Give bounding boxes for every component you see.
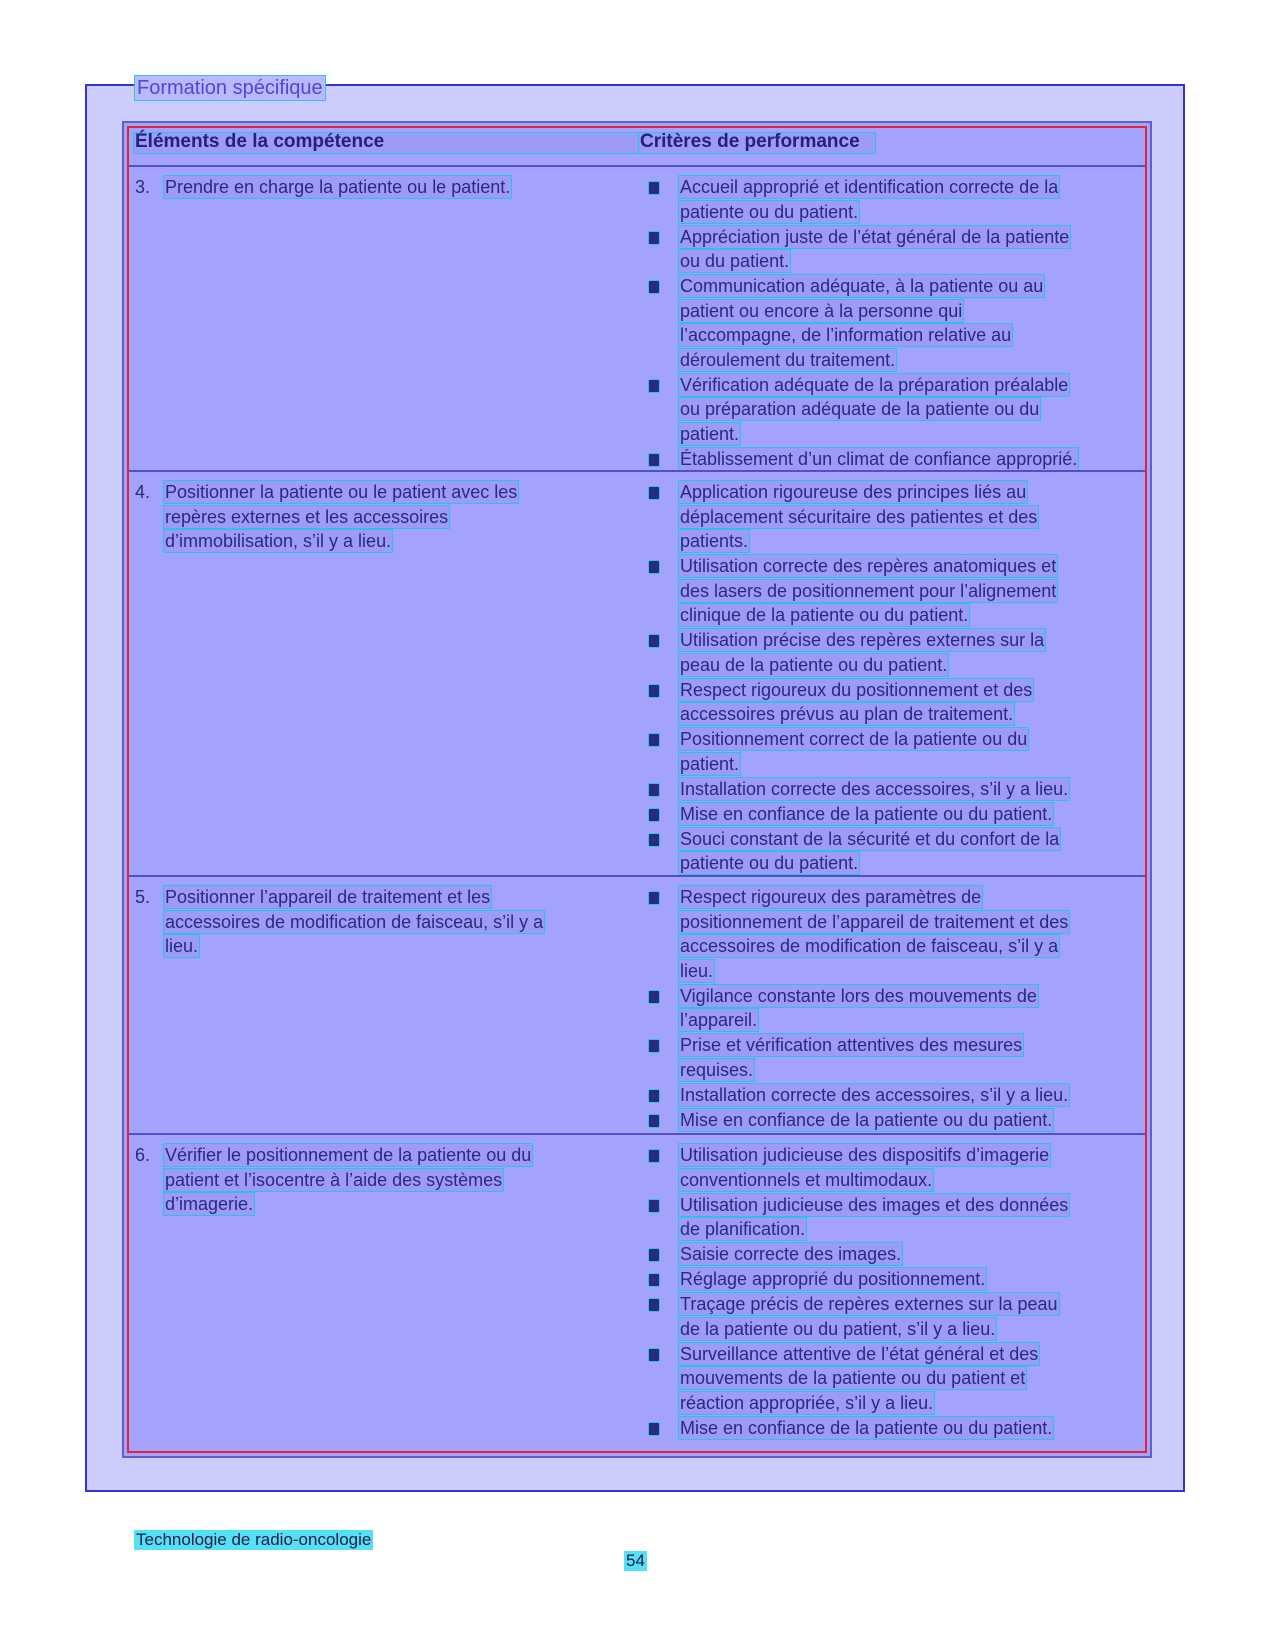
criterion-text-line: mouvements de la patiente ou du patient et	[680, 1368, 1026, 1388]
criterion-text-line: des lasers de positionnement pour l’alignement	[680, 580, 1057, 601]
criterion-text-line: Accueil approprié et identification correcte de la	[680, 177, 1059, 197]
bullet-icon	[648, 1248, 660, 1262]
bullet-icon	[648, 1348, 660, 1362]
bullet-icon	[648, 1089, 660, 1103]
criterion-text-line: Mise en confiance de la patiente ou du patient.	[680, 1417, 1053, 1438]
criterion-text-line: ou préparation adéquate de la patiente ou du	[680, 399, 1040, 419]
competence-element	[163, 175, 633, 200]
criterion-text-line: réaction appropriée, s’il y a lieu.	[680, 1392, 934, 1413]
criterion-text-line: ou du patient.	[680, 251, 790, 271]
criterion-text-line: Utilisation judicieuse des dispositifs d’imagerie	[680, 1145, 1050, 1165]
bullet-icon	[648, 280, 660, 294]
criterion-text-line: Traçage précis de repères externes sur la peau	[680, 1294, 1058, 1314]
bullet-icon	[648, 808, 660, 822]
bullet-icon	[648, 1149, 660, 1163]
criterion-text-line: Application rigoureuse des principes liés au	[680, 482, 1027, 502]
criterion-text-line: Mise en confiance de la patiente ou du patient.	[680, 1109, 1053, 1130]
criterion-text-line: accessoires prévus au plan de traitement.	[680, 704, 1014, 724]
criterion-text-line: déplacement sécuritaire des patientes et des	[680, 506, 1038, 527]
performance-criterion	[678, 175, 1133, 224]
criterion-text-line: clinique de la patiente ou du patient.	[680, 605, 969, 625]
element-number: 3.	[135, 177, 151, 197]
criterion-text-line: requises.	[680, 1059, 754, 1080]
element-number: 6.	[135, 1145, 151, 1165]
criterion-text-line: Vigilance constante lors des mouvements de	[680, 985, 1037, 1006]
bullet-icon	[648, 891, 660, 905]
competence-element	[163, 1143, 633, 1217]
element-text-line: Positionner la patiente ou le patient avec les	[165, 482, 518, 502]
criterion-text-line: l’appareil.	[680, 1010, 758, 1030]
performance-criterion	[678, 1108, 1133, 1133]
criterion-text-line: Prise et vérification attentives des mesures	[680, 1035, 1023, 1055]
criterion-text-line: patiente ou du patient.	[680, 853, 859, 873]
criterion-text-line: Vérification adéquate de la préparation préalable	[680, 374, 1069, 395]
performance-criterion	[678, 628, 1133, 677]
bullet-icon	[648, 1298, 660, 1312]
bullet-icon	[648, 181, 660, 195]
criterion-text-line: Utilisation judicieuse des images et des données	[680, 1194, 1069, 1215]
footer-title: Technologie de radio-oncologie	[136, 1530, 372, 1549]
criterion-text-line: Surveillance attentive de l’état général et des	[680, 1343, 1039, 1364]
bullet-icon	[648, 453, 660, 467]
bullet-icon	[648, 833, 660, 847]
criterion-text-line: Positionnement correct de la patiente ou du	[680, 729, 1028, 749]
section-title: Formation spécifique	[134, 75, 326, 101]
criterion-text-line: Appréciation juste de l’état général de la patiente	[680, 226, 1070, 247]
element-text-line: Prendre en charge la patiente ou le patient.	[165, 177, 511, 197]
bullet-icon	[648, 1199, 660, 1213]
performance-criterion	[678, 1033, 1133, 1082]
criterion-text-line: Installation correcte des accessoires, s’il y a lieu.	[680, 778, 1069, 799]
performance-criterion	[678, 274, 1133, 372]
performance-criterion	[678, 480, 1133, 554]
criterion-text-line: de planification.	[680, 1219, 806, 1239]
criterion-text-line: Respect rigoureux des paramètres de	[680, 887, 982, 907]
element-text-line: lieu.	[165, 936, 199, 956]
criterion-text-line: de la patiente ou du patient, s’il y a lieu.	[680, 1318, 996, 1339]
element-text-line: Vérifier le positionnement de la patiente ou du	[165, 1145, 532, 1165]
performance-criterion	[678, 373, 1133, 447]
criterion-text-line: positionnement de l’appareil de traitement et des	[680, 911, 1069, 932]
performance-criterion	[678, 554, 1133, 628]
bullet-icon	[648, 560, 660, 574]
element-text-line: accessoires de modification de faisceau, s’il y a	[165, 911, 544, 932]
criterion-text-line: Respect rigoureux du positionnement et des	[680, 679, 1033, 700]
competence-element	[163, 480, 633, 554]
bullet-icon	[648, 379, 660, 393]
column-header-criteria: Critères de performance	[640, 131, 860, 152]
performance-criterion	[678, 1242, 1133, 1267]
performance-criterion	[678, 1267, 1133, 1292]
criterion-text-line: Communication adéquate, à la patiente ou au	[680, 276, 1044, 296]
criterion-text-line: Saisie correcte des images.	[680, 1244, 902, 1264]
bullet-icon	[648, 634, 660, 648]
element-number: 5.	[135, 887, 151, 907]
performance-criterion	[678, 1342, 1133, 1416]
performance-criterion	[678, 1193, 1133, 1242]
criterion-text-line: patient ou encore à la personne qui	[680, 300, 963, 321]
bullet-icon	[648, 1039, 660, 1053]
criterion-text-line: Établissement d’un climat de confiance approprié.	[680, 448, 1078, 469]
criterion-text-line: conventionnels et multimodaux.	[680, 1169, 933, 1190]
bullet-icon	[648, 990, 660, 1004]
performance-criterion	[678, 447, 1133, 472]
performance-criterion	[678, 827, 1133, 876]
criterion-text-line: patient.	[680, 753, 740, 774]
criterion-text-line: Utilisation précise des repères externes sur la	[680, 630, 1045, 650]
bullet-icon	[648, 486, 660, 500]
performance-criterion	[678, 1143, 1133, 1192]
criterion-text-line: Réglage approprié du positionnement.	[680, 1269, 986, 1289]
element-text-line: repères externes et les accessoires	[165, 506, 449, 527]
performance-criterion	[678, 1416, 1133, 1441]
criterion-text-line: déroulement du traitement.	[680, 349, 896, 370]
performance-criterion	[678, 1083, 1133, 1108]
criterion-text-line: accessoires de modification de faisceau, s’il y a	[680, 936, 1059, 956]
performance-criterion	[678, 678, 1133, 727]
bullet-icon	[648, 231, 660, 245]
competence-element	[163, 885, 633, 959]
performance-criterion	[678, 885, 1133, 983]
criterion-text-line: patient.	[680, 423, 740, 444]
criterion-text-line: Souci constant de la sécurité et du confort de la	[680, 828, 1060, 849]
element-number: 4.	[135, 482, 151, 502]
bullet-icon	[648, 783, 660, 797]
column-header-elements: Éléments de la compétence	[135, 131, 385, 152]
criterion-text-line: Mise en confiance de la patiente ou du patient.	[680, 803, 1053, 824]
criterion-text-line: patients.	[680, 531, 749, 551]
element-text-line: Positionner l’appareil de traitement et les	[165, 887, 491, 907]
criterion-text-line: Utilisation correcte des repères anatomiques et	[680, 556, 1057, 576]
page-number: 54	[626, 1551, 645, 1570]
performance-criterion	[678, 984, 1133, 1033]
performance-criterion	[678, 1292, 1133, 1341]
performance-criterion	[678, 225, 1133, 274]
element-text-line: patient et l’isocentre à l’aide des systèmes	[165, 1169, 503, 1190]
performance-criterion	[678, 802, 1133, 827]
element-text-line: d’immobilisation, s’il y a lieu.	[165, 531, 392, 551]
performance-criterion	[678, 727, 1133, 776]
criterion-text-line: patiente ou du patient.	[680, 201, 859, 222]
criterion-text-line: peau de la patiente ou du patient.	[680, 654, 948, 675]
bullet-icon	[648, 684, 660, 698]
element-text-line: d’imagerie.	[165, 1194, 254, 1214]
criterion-text-line: l’accompagne, de l’information relative au	[680, 325, 1012, 345]
bullet-icon	[648, 1114, 660, 1128]
performance-criterion	[678, 777, 1133, 802]
criterion-text-line: Installation correcte des accessoires, s’il y a lieu.	[680, 1084, 1069, 1105]
bullet-icon	[648, 1422, 660, 1436]
bullet-icon	[648, 733, 660, 747]
criterion-text-line: lieu.	[680, 960, 714, 981]
bullet-icon	[648, 1273, 660, 1287]
